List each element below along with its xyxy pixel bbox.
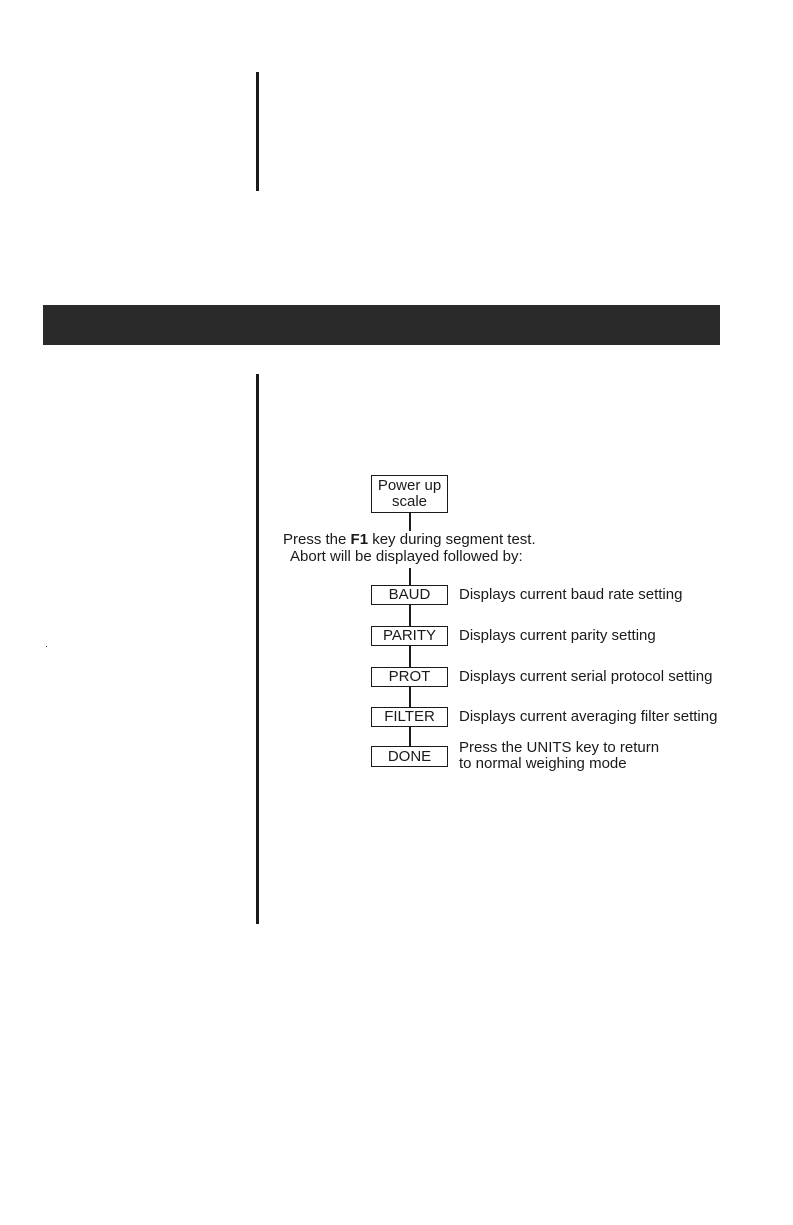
step-label: PARITY bbox=[382, 627, 437, 644]
instruction-line-2: Abort will be displayed followed by: bbox=[290, 548, 523, 565]
step-box-prot bbox=[371, 667, 448, 687]
instruction-line-1 bbox=[283, 531, 536, 549]
connector bbox=[409, 605, 411, 626]
step-label: FILTER bbox=[384, 708, 435, 725]
power-up-label: Power up scale bbox=[377, 477, 442, 510]
connector bbox=[409, 513, 411, 531]
step-box-parity bbox=[371, 626, 448, 646]
step-label: BAUD bbox=[388, 586, 431, 603]
instruction-text: Press the bbox=[283, 531, 351, 548]
step-description: Displays current parity setting bbox=[459, 627, 656, 644]
step-description: Displays current serial protocol setting bbox=[459, 668, 713, 685]
power-up-box bbox=[371, 475, 448, 513]
f1-key-label: F1 bbox=[350, 531, 369, 548]
connector bbox=[409, 687, 411, 707]
connector bbox=[409, 646, 411, 667]
instruction-text: key during segment test. bbox=[368, 531, 536, 548]
step-label: DONE bbox=[387, 747, 432, 765]
connector bbox=[409, 727, 411, 746]
step-label: PROT bbox=[388, 668, 431, 685]
step-description: Displays current baud rate setting bbox=[459, 586, 683, 603]
step-box-done bbox=[371, 746, 448, 767]
step-box-filter bbox=[371, 707, 448, 727]
step-description: Press the UNITS key to return to normal weighing mode bbox=[459, 739, 660, 772]
connector bbox=[409, 568, 411, 585]
step-description: Displays current averaging filter setting bbox=[459, 708, 718, 725]
step-box-baud bbox=[371, 585, 448, 605]
